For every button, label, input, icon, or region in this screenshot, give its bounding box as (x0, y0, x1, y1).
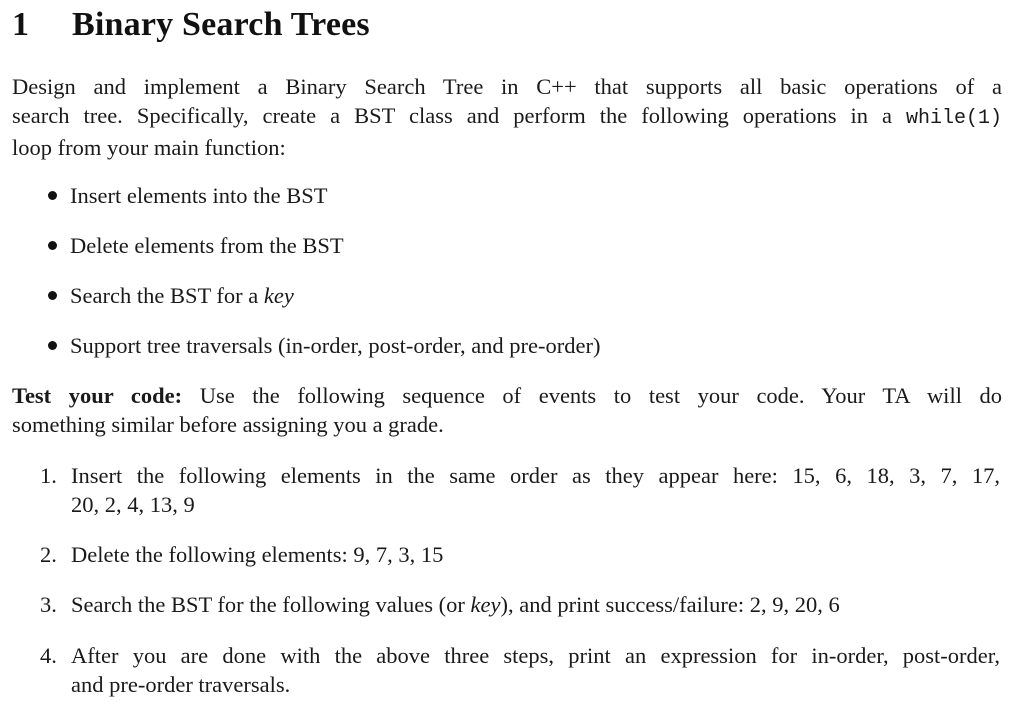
bullet-item (48, 331, 601, 360)
bullet-icon (48, 241, 57, 250)
intro-paragraph (12, 72, 1002, 162)
step-text-italic: key (470, 592, 501, 617)
test-line-1 (12, 381, 1002, 410)
bullet-item (48, 231, 344, 260)
step-line-2: 20, 2, 4, 13, 9 (71, 492, 195, 517)
step-line-1: Delete the following elements: 9, 7, 3, 15 (71, 542, 444, 567)
intro-line-2 (12, 101, 1002, 133)
step-item (40, 641, 1000, 699)
bullet-text: Insert elements into the BST (70, 183, 328, 208)
step-item (40, 590, 1000, 619)
test-line-2: something similar before assigning you a grade. (12, 412, 444, 437)
intro-line-2-text: search tree. Specifically, create a BST class and perform the following operations in a (12, 103, 906, 128)
bullet-text-italic: key (263, 283, 294, 308)
step-text: Search the BST for the following values (or (71, 592, 471, 617)
bullet-text: Delete elements from the BST (70, 233, 344, 258)
bullet-text: Search the BST for a (70, 283, 264, 308)
step-line-1 (71, 590, 1000, 619)
step-line-2: and pre-order traversals. (71, 672, 291, 697)
bullet-item (48, 281, 294, 310)
test-line-1-text: Use the following sequence of events to test your code. Your TA will do (182, 383, 1003, 408)
step-number: 4. (40, 643, 57, 668)
intro-line-1: Design and implement a Binary Search Tree in C++ that supports all basic operations of a (12, 74, 1002, 99)
bullet-icon (48, 191, 57, 200)
step-line-1: After you are done with the above three steps, print an expression for in-order, post-order, (71, 643, 1000, 668)
bullet-text: Support tree traversals (in-order, post-order, and pre-order) (70, 333, 601, 358)
section-title: Binary Search Trees (72, 6, 370, 43)
section-heading (12, 6, 370, 44)
bullet-item (48, 181, 327, 210)
test-label: Test your code: (12, 383, 183, 408)
step-line-1: Insert the following elements in the same order as they appear here: 15, 6, 18, 3, 7, 17, (71, 463, 1000, 488)
step-number: 3. (40, 592, 57, 617)
step-number: 1. (40, 463, 57, 488)
step-item (40, 461, 1000, 519)
inline-code: while(1) (905, 107, 1002, 130)
step-item (40, 540, 1000, 569)
step-text: ), and print success/failure: 2, 9, 20, 6 (500, 592, 840, 617)
intro-line-3: loop from your main function: (12, 135, 286, 160)
bullet-icon (48, 291, 57, 300)
step-number: 2. (40, 542, 57, 567)
bullet-icon (48, 341, 57, 350)
test-paragraph (12, 381, 1002, 439)
section-number: 1 (12, 6, 30, 43)
